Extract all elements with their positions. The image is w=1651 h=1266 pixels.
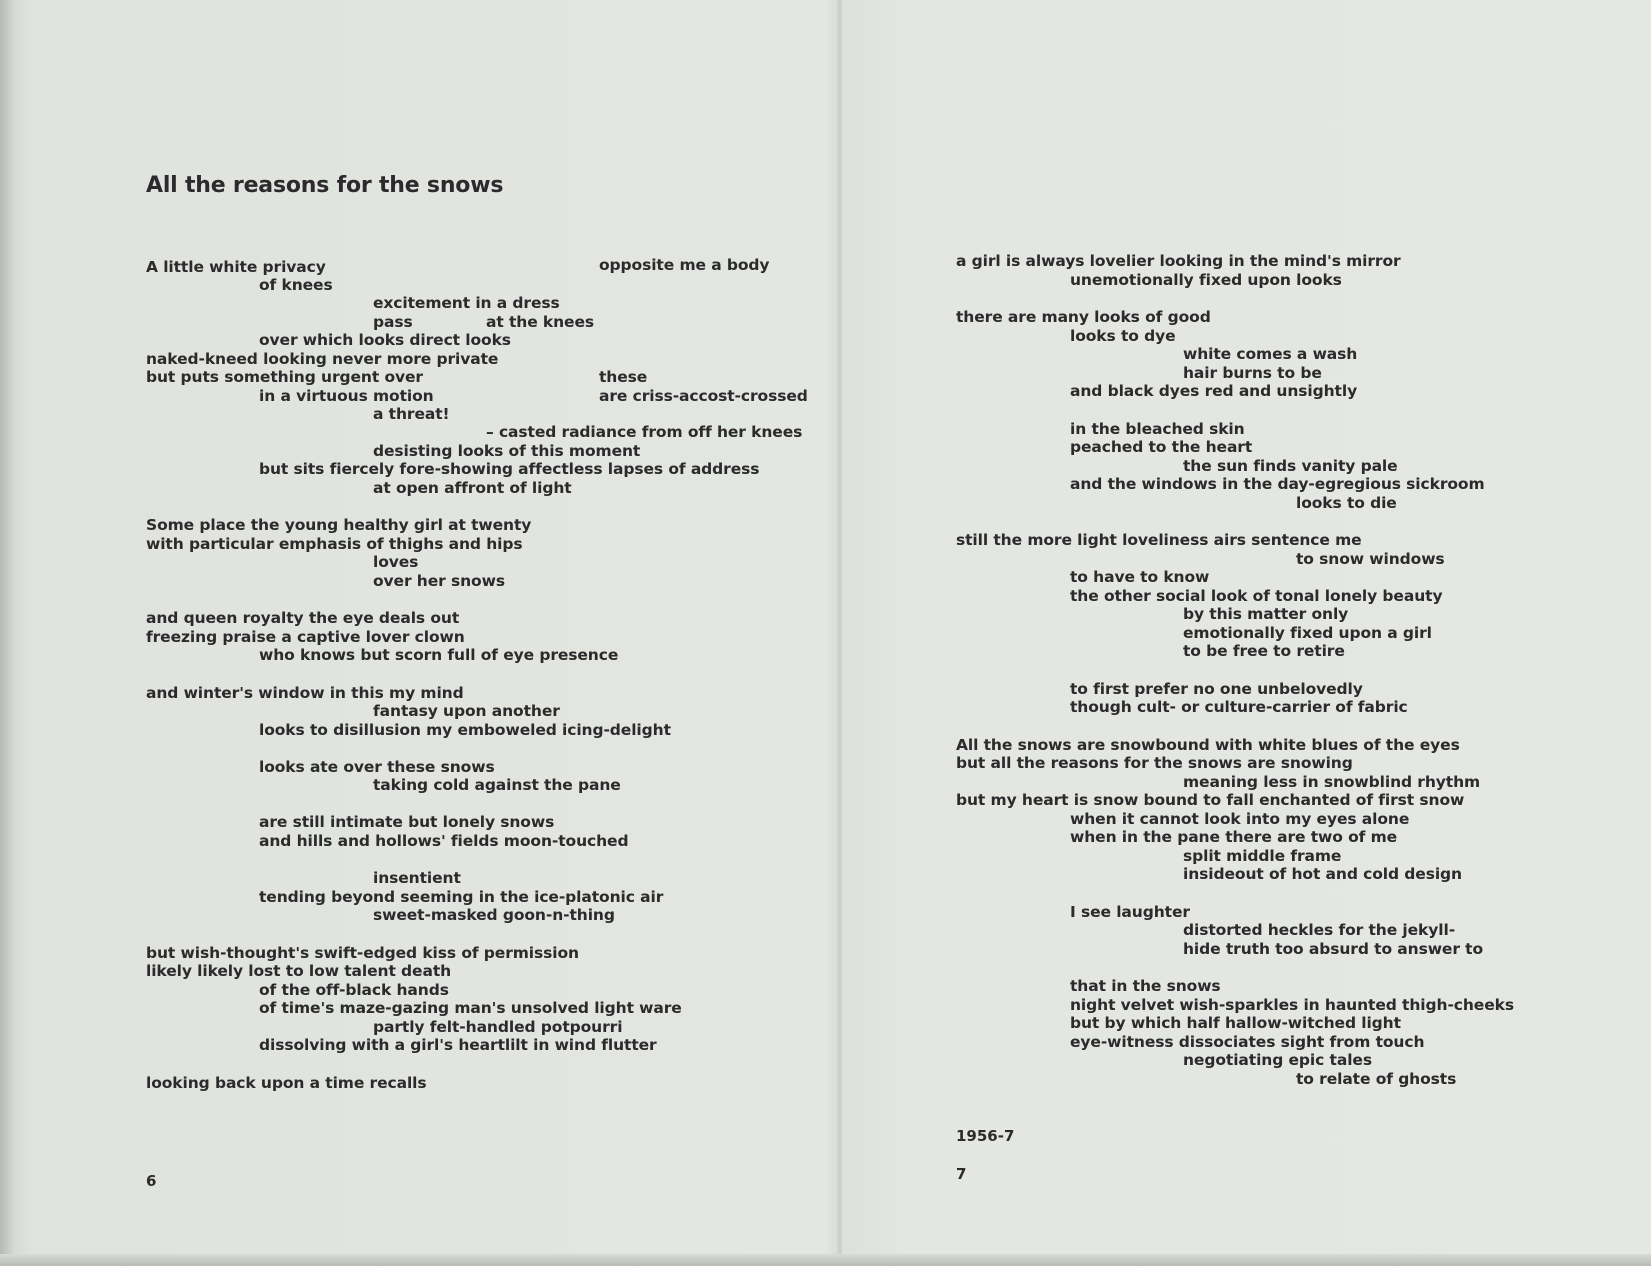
- poem-line: I see laughter: [1070, 903, 1190, 921]
- poem-line: and hills and hollows' fields moon-touched: [259, 832, 629, 850]
- poem-line: over which looks direct looks: [259, 331, 511, 349]
- page-number: 7: [956, 1165, 967, 1183]
- poem-line: of the off-black hands: [259, 981, 449, 999]
- poem-line: Some place the young healthy girl at twenty: [146, 516, 532, 534]
- poem-line: to snow windows: [1296, 550, 1445, 568]
- poem-line: looks ate over these snows: [259, 758, 495, 776]
- poem-line: by this matter only: [1183, 605, 1349, 623]
- poem-line: night velvet wish-sparkles in haunted thigh-cheeks: [1070, 996, 1514, 1014]
- poem-line: hide truth too absurd to answer to: [1183, 940, 1484, 958]
- poem-title: All the reasons for the snows: [146, 173, 504, 198]
- poem-line: to be free to retire: [1183, 642, 1345, 660]
- poem-line: emotionally fixed upon a girl: [1183, 624, 1432, 642]
- poem-side-line: – casted radiance from off her knees: [486, 423, 803, 441]
- poem-line: and the windows in the day-egregious sickroom: [1070, 475, 1485, 493]
- poem-line: when in the pane there are two of me: [1070, 828, 1398, 846]
- poem-line: split middle frame: [1183, 847, 1342, 865]
- poem-line: of knees: [259, 276, 333, 294]
- poem-line: loves: [373, 553, 419, 571]
- poem-line: fantasy upon another: [373, 702, 560, 720]
- poem-line: meaning less in snowblind rhythm: [1183, 773, 1481, 791]
- poem-side-line: are criss-accost-crossed: [599, 387, 808, 405]
- poem-line: unemotionally fixed upon looks: [1070, 271, 1342, 289]
- page-number: 6: [146, 1172, 157, 1190]
- poem-line: looks to dye: [1070, 327, 1176, 345]
- poem-line: looks to disillusion my emboweled icing-delight: [259, 721, 671, 739]
- poem-line: tending beyond seeming in the ice-platonic air: [259, 888, 664, 906]
- poem-line: at open affront of light: [373, 479, 572, 497]
- poem-line: pass: [373, 313, 413, 331]
- poem-side-line: opposite me a body: [599, 256, 770, 274]
- poem-line: still the more light loveliness airs sentence me: [956, 531, 1362, 549]
- poem-line: excitement in a dress: [373, 294, 560, 312]
- poem-line: who knows but scorn full of eye presence: [259, 646, 619, 664]
- poem-line: but wish-thought's swift-edged kiss of permission: [146, 944, 579, 962]
- poem-line: desisting looks of this moment: [373, 442, 641, 460]
- poem-side-line: these: [599, 368, 648, 386]
- poem-line: and winter's window in this my mind: [146, 684, 464, 702]
- poem-line: but sits fiercely fore-showing affectless lapses of address: [259, 460, 760, 478]
- poem-line: naked-kneed looking never more private: [146, 350, 499, 368]
- poem-line: looking back upon a time recalls: [146, 1074, 427, 1092]
- poem-line: when it cannot look into my eyes alone: [1070, 810, 1410, 828]
- poem-line: white comes a wash: [1183, 345, 1358, 363]
- poem-line: but all the reasons for the snows are snowing: [956, 754, 1353, 772]
- poem-line: eye-witness dissociates sight from touch: [1070, 1033, 1425, 1051]
- poem-line: sweet-masked goon-n-thing: [373, 906, 615, 924]
- poem-line: that in the snows: [1070, 977, 1221, 995]
- poem-line: insideout of hot and cold design: [1183, 865, 1462, 883]
- poem-line: over her snows: [373, 572, 505, 590]
- poem-date: 1956-7: [956, 1127, 1015, 1145]
- poem-line: peached to the heart: [1070, 438, 1253, 456]
- poem-line: All the snows are snowbound with white blues of the eyes: [956, 736, 1460, 754]
- poem-line: though cult- or culture-carrier of fabric: [1070, 698, 1408, 716]
- poem-line: a girl is always lovelier looking in the mind's mirror: [956, 252, 1401, 270]
- poem-line: hair burns to be: [1183, 364, 1322, 382]
- poem-line: but my heart is snow bound to fall enchanted of first snow: [956, 791, 1465, 809]
- poem-line: and black dyes red and unsightly: [1070, 382, 1358, 400]
- poem-line: looks to die: [1296, 494, 1397, 512]
- poem-line: the other social look of tonal lonely beauty: [1070, 587, 1443, 605]
- poem-line: in a virtuous motion: [259, 387, 434, 405]
- poem-line: with particular emphasis of thighs and hips: [146, 535, 523, 553]
- book-gutter: [836, 0, 844, 1266]
- page-bottom-edge: [0, 1254, 1651, 1266]
- poem-line: the sun finds vanity pale: [1183, 457, 1398, 475]
- poem-line: there are many looks of good: [956, 308, 1211, 326]
- poem-line: but by which half hallow-witched light: [1070, 1014, 1401, 1032]
- poem-line: in the bleached skin: [1070, 420, 1245, 438]
- poem-line: taking cold against the pane: [373, 776, 621, 794]
- poem-line: partly felt-handled potpourri: [373, 1018, 623, 1036]
- page-edge: [0, 0, 14, 1266]
- poem-line: a threat!: [373, 405, 450, 423]
- poem-line: to first prefer no one unbelovedly: [1070, 680, 1363, 698]
- poem-line: are still intimate but lonely snows: [259, 813, 555, 831]
- poem-line: to relate of ghosts: [1296, 1070, 1457, 1088]
- poem-line: but puts something urgent over: [146, 368, 423, 386]
- poem-line: and queen royalty the eye deals out: [146, 609, 460, 627]
- poem-line: insentient: [373, 869, 461, 887]
- poem-line: distorted heckles for the jekyll-: [1183, 921, 1456, 939]
- poem-line: of time's maze-gazing man's unsolved light ware: [259, 999, 682, 1017]
- poem-line: negotiating epic tales: [1183, 1051, 1372, 1069]
- poem-line: to have to know: [1070, 568, 1210, 586]
- poem-line: dissolving with a girl's heartlilt in wind flutter: [259, 1036, 657, 1054]
- poem-line: likely likely lost to low talent death: [146, 962, 452, 980]
- poem-line: A little white privacy: [146, 258, 326, 276]
- poem-line: freezing praise a captive lover clown: [146, 628, 465, 646]
- poem-line: at the knees: [486, 313, 595, 331]
